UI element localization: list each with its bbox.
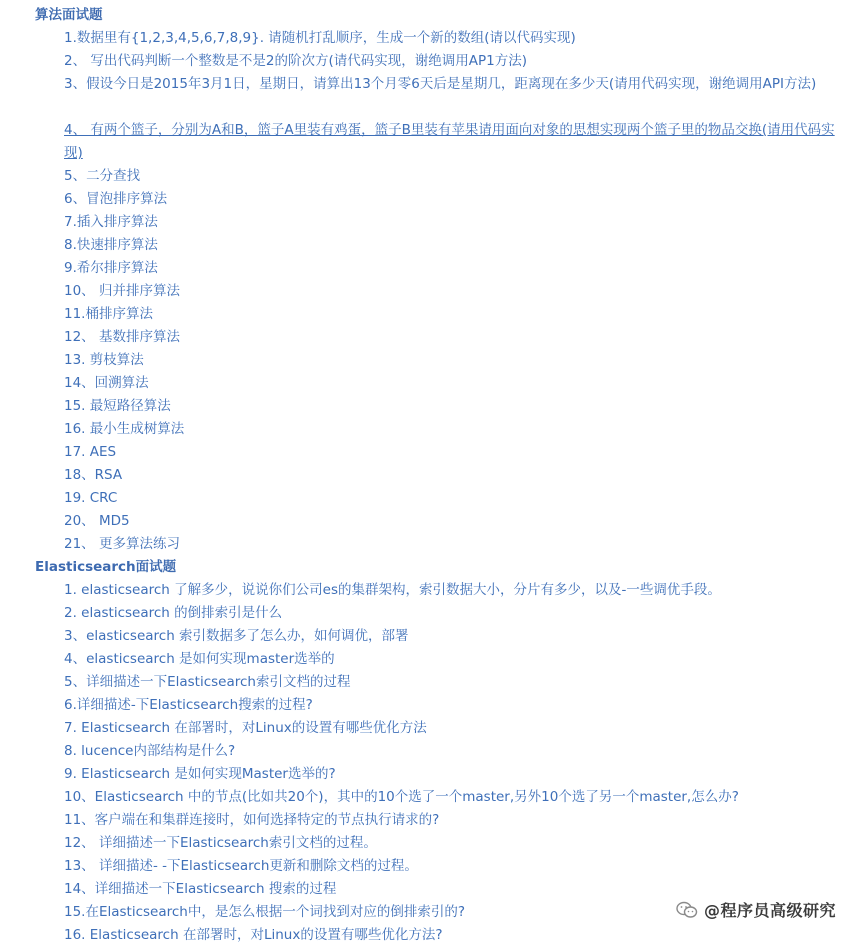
- list-item: 5、详细描述一下Elasticsearch索引文档的过程: [64, 674, 351, 690]
- elasticsearch-section-heading: Elasticsearch面试题: [35, 559, 177, 575]
- list-item: 6、冒泡排序算法: [64, 191, 168, 207]
- list-item: 17. AES: [64, 444, 117, 460]
- list-item: 9.希尔排序算法: [64, 260, 158, 276]
- list-item-link[interactable]: 4、 有两个篮子，分别为A和B，篮子A里装有鸡蛋，篮子B里装有苹果请用面向对象的思想实现两个篮子里的物品交换(请用代码实现): [64, 122, 835, 161]
- watermark: [672, 896, 840, 923]
- list-item: 1.数据里有{1,2,3,4,5,6,7,8,9}. 请随机打乱顺序，生成一个新的数组(请以代码实现): [64, 30, 576, 46]
- list-item: 18、RSA: [64, 467, 123, 483]
- list-item: 11、客户端在和集群连接时，如何选择特定的节点执行请求的?: [64, 812, 440, 828]
- list-item: 15. 最短路径算法: [64, 398, 171, 414]
- list-item: 2、 写出代码判断一个整数是不是2的阶次方(请代码实现，谢绝调用AP1方法): [64, 53, 527, 69]
- list-item: 21、 更多算法练习: [64, 536, 180, 552]
- list-item: 5、二分查找: [64, 168, 141, 184]
- list-item: 13. 剪枝算法: [64, 352, 144, 368]
- list-item: 7.插入排序算法: [64, 214, 158, 230]
- watermark-text: @程序员高级研究: [703, 901, 836, 920]
- list-item: 1. elasticsearch 了解多少，说说你们公司es的集群架构，索引数据大小，分片有多少，以及-一些调优手段。: [64, 582, 721, 598]
- list-item: 12、 基数排序算法: [64, 329, 180, 345]
- list-item: 9. Elasticsearch 是如何实现Master选举的?: [64, 766, 336, 782]
- list-item: 14、详细描述一下Elasticsearch 搜索的过程: [64, 881, 337, 897]
- wechat-icon: [676, 901, 698, 919]
- list-item: 16. 最小生成树算法: [64, 421, 185, 437]
- list-item: 8.快速排序算法: [64, 237, 158, 253]
- list-item: 13、 详细描述- -下Elasticsearch更新和删除文档的过程。: [64, 858, 418, 874]
- list-item: 2. elasticsearch 的倒排索引是什么: [64, 605, 283, 621]
- list-item: 15.在Elasticsearch中，是怎么根据一个词找到对应的倒排索引的?: [64, 904, 466, 920]
- list-item: 10、Elasticsearch 中的节点(比如共20个)，其中的10个选了一个master,另外10个选了另一个master,怎么办?: [64, 789, 739, 805]
- list-item: 10、 归并排序算法: [64, 283, 180, 299]
- list-item: 3、elasticsearch 索引数据多了怎么办，如何调优，部署: [64, 628, 409, 644]
- list-item: 16. Elasticsearch 在部署时，对Linux的设置有哪些优化方法?: [64, 927, 443, 943]
- list-item: 4、elasticsearch 是如何实现master选举的: [64, 651, 335, 667]
- algorithm-section-heading: 算法面试题: [35, 7, 103, 23]
- list-item: 11.桶排序算法: [64, 306, 153, 322]
- list-item: 7. Elasticsearch 在部署时，对Linux的设置有哪些优化方法: [64, 720, 427, 736]
- list-item: 20、 MD5: [64, 513, 130, 529]
- list-item: 3、假设今日是2015年3月1日，星期日，请算出13个月零6天后是星期几，距离现在多少天(请用代码实现，谢绝调用API方法): [64, 76, 817, 92]
- list-item: 14、回溯算法: [64, 375, 149, 391]
- list-item: 12、 详细描述一下Elasticsearch索引文档的过程。: [64, 835, 377, 851]
- list-item: 6.详细描述-下Elasticsearch搜索的过程?: [64, 697, 313, 713]
- list-item: 8. lucence内部结构是什么?: [64, 743, 236, 759]
- list-item: 19. CRC: [64, 490, 118, 506]
